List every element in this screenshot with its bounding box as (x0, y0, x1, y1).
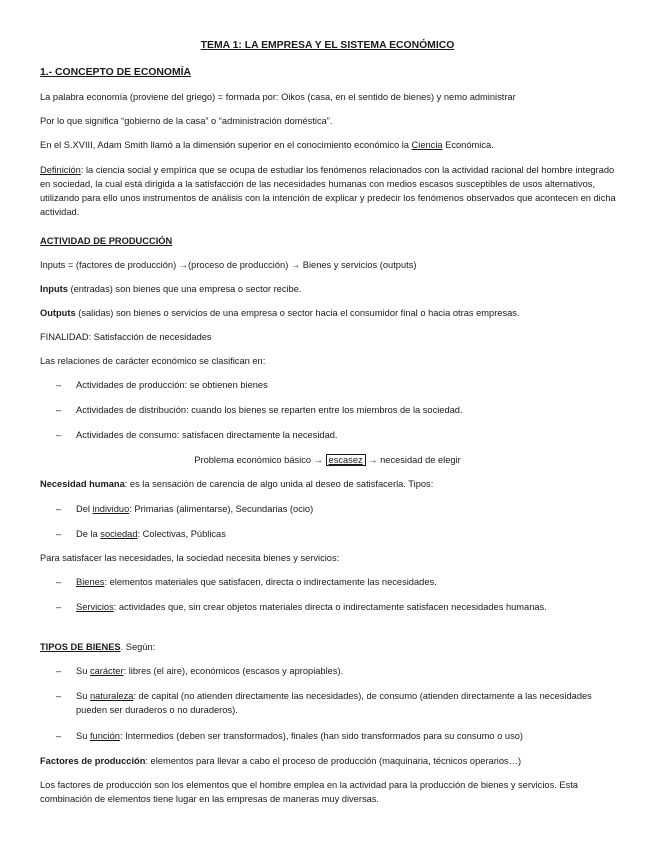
text-run: : Intermedios (deben ser transformados), finales (han sido transformados para su consumo o uso) (119, 731, 524, 741)
text-run: : Primarias (alimentarse), Secundarias (ocio) (129, 504, 314, 514)
list-item (56, 664, 616, 678)
bold-term: Inputs (40, 284, 68, 294)
list-item (56, 575, 616, 589)
list-item-text (76, 664, 616, 678)
paragraph-inputs (40, 282, 620, 296)
text-run: (entradas) son bienes que una empresa o sector recibe. (67, 284, 302, 294)
definition-text: : la ciencia social y empírica que se ocupa de estudiar los fenómenos relacionados con la actividad racional del hombre integrado en sociedad, la cual está dirigida a la satisfacción de las necesidades humanas con medios escasos susceptibles de usos alternativos, utilizando para ello unos instrumentos de análisis con la intención de explicar y predecir los fenómenos observados que acontecen en dicha actividad. (40, 165, 616, 217)
bold-term: Outputs (40, 308, 76, 318)
text-run: Su (76, 731, 90, 741)
text-run: (salidas) son bienes o servicios de una empresa o sector hacia el consumidor final o hacia otras empresas. (75, 308, 520, 318)
dash-bullet: – (56, 405, 62, 415)
text-run: → necesidad de elegir (365, 455, 461, 465)
text-run: : elementos para llevar a cabo el proceso de producción (maquinaria, técnicos operarios…) (145, 756, 522, 766)
paragraph-tipos-bienes (40, 640, 620, 654)
underlined-term: carácter (89, 666, 124, 676)
list-item (56, 403, 616, 417)
text-run: . Según: (120, 642, 156, 652)
paragraph-palabra: La palabra economía (proviene del griego) = formada por: Oikos (casa, en el sentido de bienes) y nemo administrar (40, 92, 516, 102)
text-run: : elementos materiales que satisfacen, directa o indirectamente las necesidades. (104, 577, 437, 587)
dash-bullet: – (56, 666, 62, 676)
underlined-term: Servicios (76, 602, 114, 612)
bold-term: Factores de producción (40, 756, 146, 766)
text-run: Económica. (442, 140, 494, 150)
underlined-term: Bienes (76, 577, 105, 587)
text-run: : Colectivas, Públicas (137, 529, 226, 539)
text-run: Su (76, 666, 90, 676)
boxed-term: escasez (326, 454, 366, 466)
list-item-text (76, 729, 616, 743)
list-item (56, 378, 616, 392)
paragraph-adam-smith (40, 138, 620, 152)
dash-bullet: – (56, 380, 62, 390)
text-run: : de capital (no atienden directamente las necesidades), de consumo (atienden directamente a las necesidades pueden ser duraderos o no duraderos). (76, 691, 592, 715)
problema-economico (0, 453, 655, 467)
dash-bullet: – (56, 529, 62, 539)
text-run: : libres (el aire), económicos (escasos y apropiables). (123, 666, 344, 676)
section-heading-tipos-bienes: TIPOS DE BIENES (40, 642, 121, 652)
text-run: Su (76, 691, 90, 701)
underlined-term: Ciencia (411, 140, 443, 150)
dash-bullet: – (56, 577, 62, 587)
list-item (56, 729, 616, 743)
list-item (56, 428, 616, 442)
list-item-text: Actividades de consumo: satisfacen directamente la necesidad. (76, 430, 338, 440)
list-item-text (76, 600, 616, 614)
dash-bullet: – (56, 691, 62, 701)
paragraph-satisfacer: Para satisfacer las necesidades, la sociedad necesita bienes y servicios: (40, 553, 340, 563)
paragraph-significa: Por lo que significa “gobierno de la casa” o “administración doméstica”. (40, 116, 333, 126)
dash-bullet: – (56, 504, 62, 514)
list-item (56, 527, 616, 541)
text-run: Problema económico básico → (194, 455, 326, 465)
text-run: De la (76, 529, 101, 539)
paragraph-factores (40, 754, 620, 768)
paragraph-finalidad: FINALIDAD: Satisfacción de necesidades (40, 332, 212, 342)
text-run: Del (76, 504, 93, 514)
paragraph-relaciones: Las relaciones de carácter económico se clasifican en: (40, 356, 266, 366)
underlined-term: individuo (92, 504, 130, 514)
document-title: TEMA 1: LA EMPRESA Y EL SISTEMA ECONÓMICO (200, 40, 455, 51)
list-item-text (76, 527, 616, 541)
list-item-text (76, 689, 616, 717)
paragraph-final: Los factores de producción son los elementos que el hombre emplea en la actividad para la producción de bienes y servicios. Esta combinación de elementos tiene lugar en las empresas de maneras muy diversas. (40, 780, 578, 804)
underlined-term: naturaleza (89, 691, 134, 701)
heading-actividad-produccion: ACTIVIDAD DE PRODUCCIÓN (40, 236, 173, 246)
text-run: : es la sensación de carencia de algo unida al deseo de satisfacerla. Tipos: (124, 479, 434, 489)
dash-bullet: – (56, 430, 62, 440)
underlined-term: función (89, 731, 120, 741)
list-item (56, 600, 616, 614)
list-item-text (76, 502, 616, 516)
bold-term: Necesidad humana (40, 479, 125, 489)
text-run: : actividades que, sin crear objetos materiales directa o indirectamente satisfacen necesidades humanas. (113, 602, 547, 612)
list-item (56, 689, 616, 717)
underlined-term: sociedad (100, 529, 138, 539)
list-item (56, 502, 616, 516)
dash-bullet: – (56, 731, 62, 741)
list-item-text: Actividades de producción: se obtienen bienes (76, 380, 268, 390)
paragraph-outputs (40, 306, 620, 320)
paragraph-inputs-equation: Inputs = (factores de producción) →(proceso de producción) → Bienes y servicios (outputs) (40, 260, 417, 270)
list-item-text: Actividades de distribución: cuando los bienes se reparten entre los miembros de la sociedad. (76, 405, 463, 415)
list-item-text (76, 575, 616, 589)
paragraph-definicion (40, 163, 620, 219)
dash-bullet: – (56, 602, 62, 612)
text-run: En el S.XVIII, Adam Smith llamó a la dimensión superior en el conocimiento económico la (40, 140, 412, 150)
paragraph-necesidad-humana (40, 477, 620, 491)
section-heading-concepto: 1.- CONCEPTO DE ECONOMÍA (40, 67, 192, 78)
definition-label: Definición (40, 165, 81, 175)
